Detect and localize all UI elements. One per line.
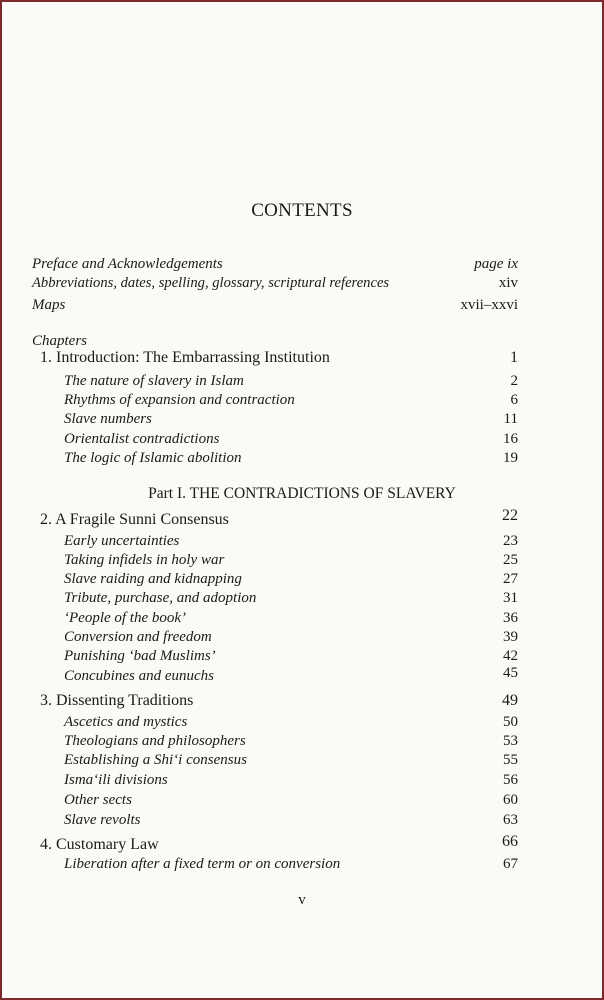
toc-section: Slave revolts 63	[64, 812, 518, 828]
toc-section: Rhythms of expansion and contraction 6	[64, 392, 518, 408]
entry-page: xvii–xxvi	[460, 297, 518, 313]
chapter-label: 2. A Fragile Sunni Consensus	[40, 511, 229, 528]
toc-section: Slave raiding and kidnapping 27	[64, 571, 518, 587]
toc-entry-preface	[2, 254, 602, 274]
page-title: CONTENTS	[251, 200, 353, 221]
chapter-label: 3. Dissenting Traditions	[40, 692, 194, 709]
chapter-label: 1. Introduction: The Embarrassing Institution	[40, 349, 330, 366]
entry-page: page ix	[474, 256, 518, 272]
toc-section: Ascetics and mystics 50	[64, 714, 518, 730]
entry-label: Maps	[32, 297, 66, 313]
chapter-label: 4. Customary Law	[40, 836, 159, 853]
toc-section: Theologians and philosophers 53	[64, 733, 518, 749]
toc-section: Liberation after a fixed term or on conversion 67	[64, 856, 518, 872]
toc-chapter-1	[2, 348, 602, 368]
toc-section: Isma‘ili divisions 56	[64, 772, 518, 788]
part-heading: Part I. THE CONTRADICTIONS OF SLAVERY	[148, 485, 456, 502]
chapters-heading: Chapters	[32, 333, 88, 349]
toc-chapter-2	[2, 507, 602, 530]
toc-section: ‘People of the book’ 36	[64, 610, 518, 626]
chapter-page: 66	[502, 833, 518, 850]
toc-section: Orientalist contradictions 16	[64, 431, 518, 447]
toc-section: The nature of slavery in Islam 2	[64, 373, 518, 389]
toc-chapter-4	[2, 835, 602, 855]
toc-section: Taking infidels in holy war 25	[64, 552, 518, 568]
entry-label: Preface and Acknowledgements	[32, 256, 223, 272]
toc-chapter-3	[2, 691, 602, 711]
toc-section: The logic of Islamic abolition 19	[64, 450, 518, 466]
toc-entry-abbreviations	[2, 273, 602, 293]
page-number: v	[298, 892, 306, 908]
entry-label: Abbreviations, dates, spelling, glossary, scriptural references	[32, 275, 390, 291]
toc-section: Tribute, purchase, and adoption 31	[64, 590, 518, 606]
toc-section: Punishing ‘bad Muslims’ 42	[64, 648, 518, 664]
toc-entry-maps	[2, 295, 602, 315]
chapter-page: 22	[502, 507, 518, 524]
toc-section: Concubines and eunuchs 45	[64, 665, 518, 684]
toc-section: Conversion and freedom 39	[64, 629, 518, 645]
toc-section: Slave numbers 11	[64, 411, 518, 427]
toc-section: Other sects 60	[64, 792, 518, 808]
toc-section: Early uncertainties 23	[64, 533, 518, 549]
chapter-page: 1	[510, 349, 518, 366]
chapter-page: 49	[502, 692, 518, 709]
entry-page: xiv	[498, 275, 518, 291]
toc-section: Establishing a Shi‘i consensus 55	[64, 752, 518, 768]
